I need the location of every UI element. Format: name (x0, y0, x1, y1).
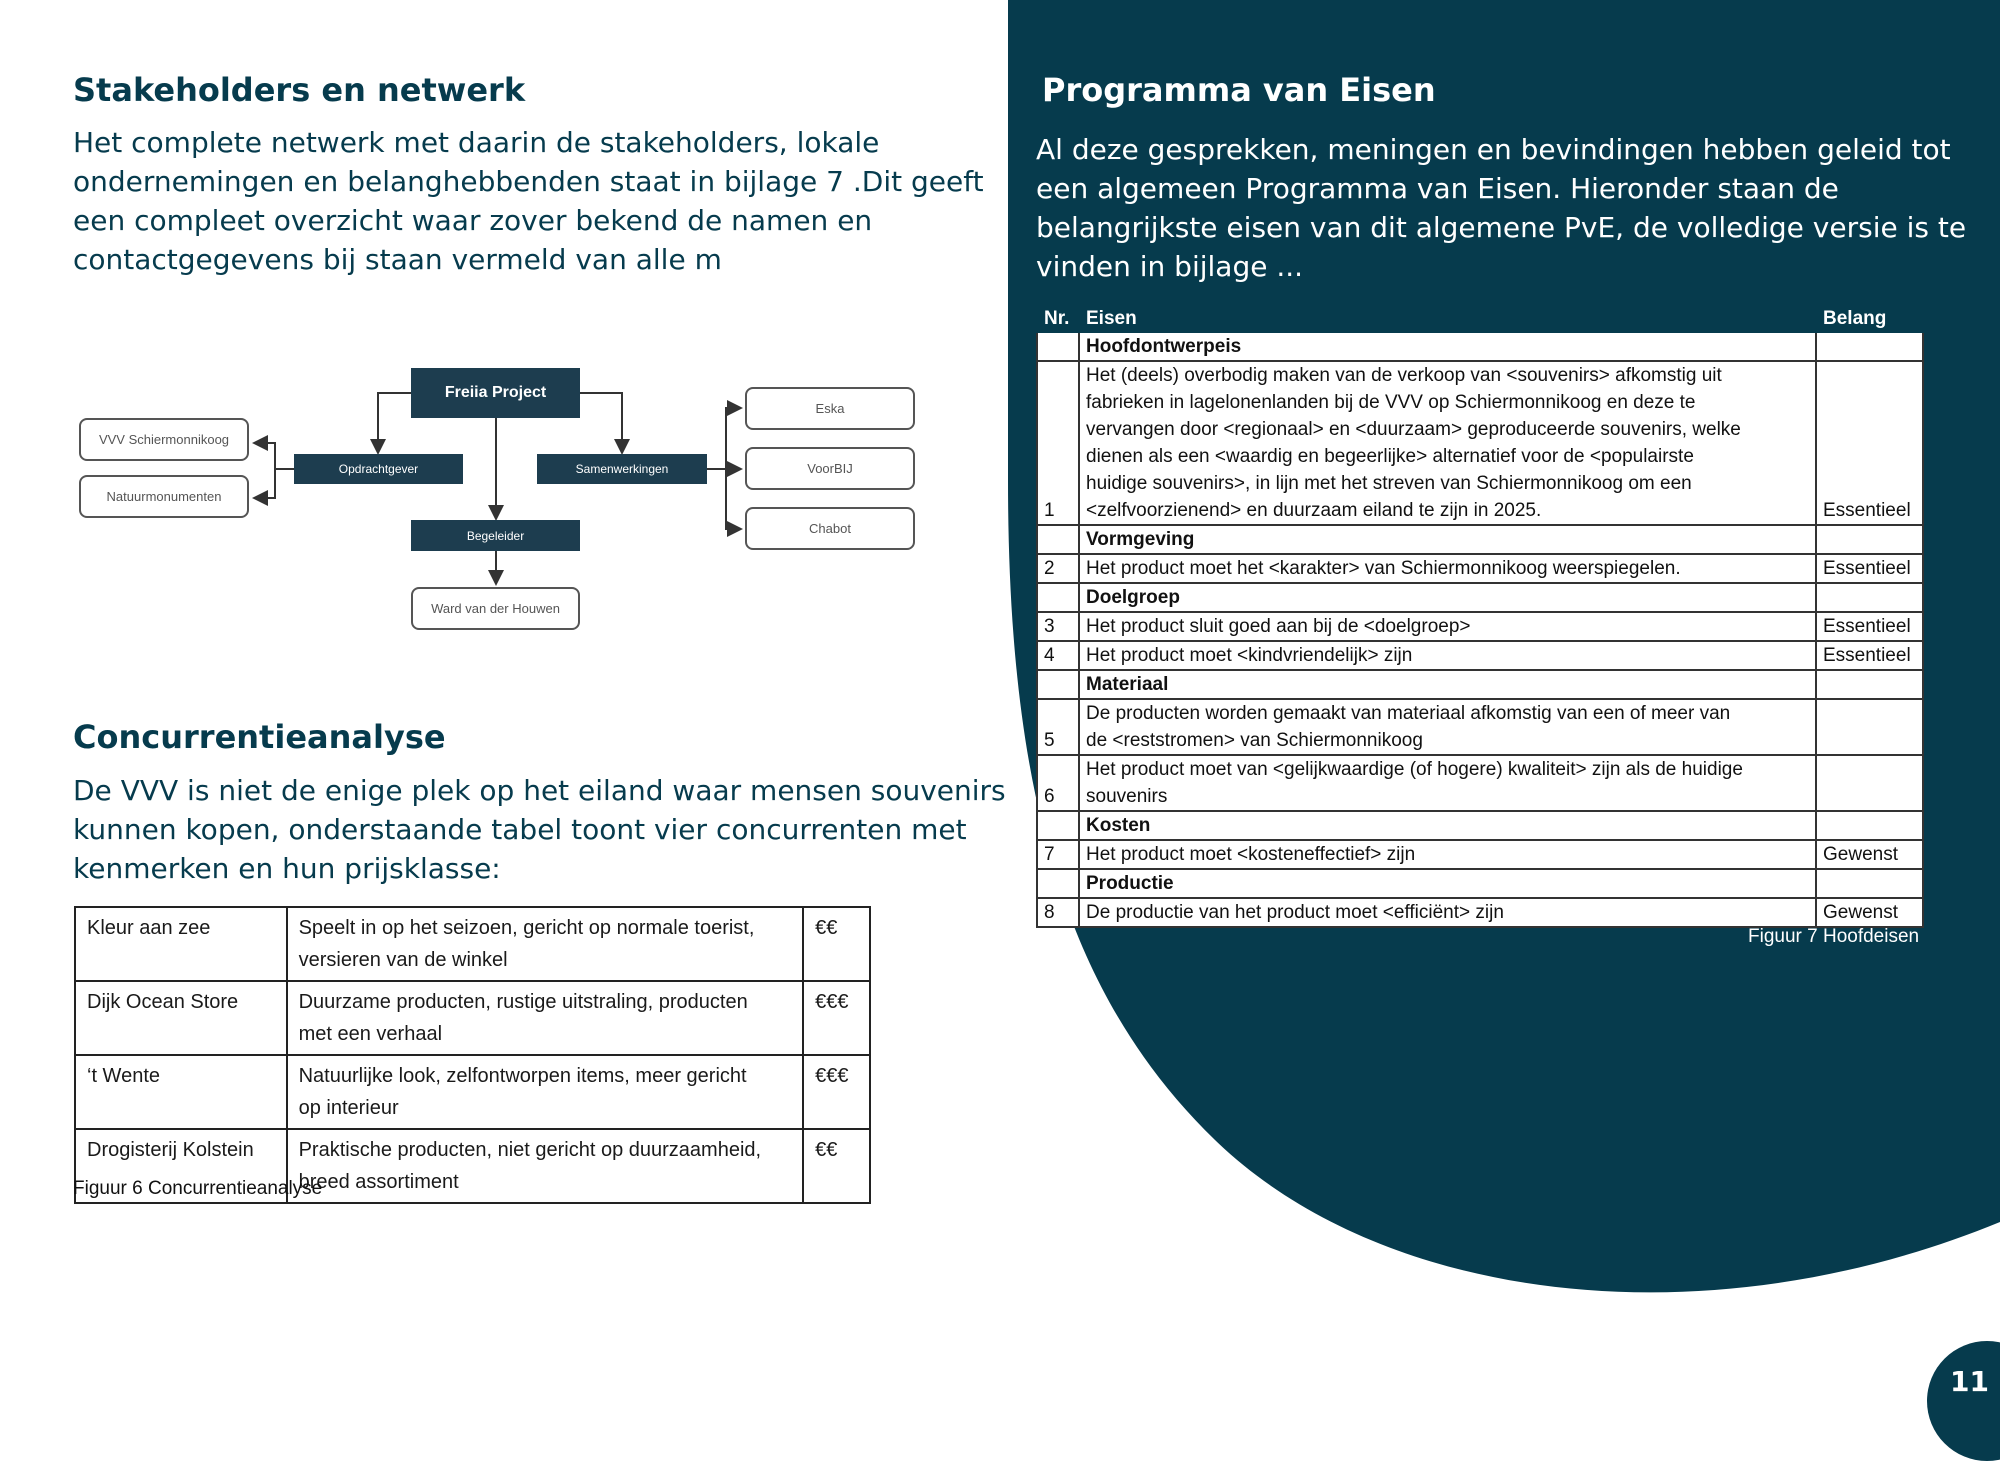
org-collaborations-node: Samenwerkingen (537, 454, 707, 484)
requirement-importance (1816, 525, 1923, 554)
text-line: dienen als een <waardig en begeerlijke> alternatief voor de <populairste (1086, 446, 1694, 467)
requirement-importance (1816, 332, 1923, 361)
requirement-number (1037, 332, 1079, 361)
requirement-row (1037, 554, 1923, 583)
text-line: Speelt in op het seizoen, gericht op normale toerist, (298, 917, 755, 939)
pve-paragraph (1036, 130, 1966, 286)
competitor-price: €€€ (803, 981, 870, 1055)
text-line: Het product sluit goed aan bij de <doelgroep> (1086, 616, 1471, 637)
text-line: Het product moet van <gelijkwaardige (of hogere) kwaliteit> zijn als de huidige (1086, 759, 1743, 780)
org-collab-item-node: Chabot (745, 507, 915, 550)
competitor-name: ‘t Wente (75, 1055, 287, 1129)
competition-paragraph (73, 771, 1006, 888)
pve-caption: Figuur 7 Hoofdeisen (1748, 926, 1920, 947)
table-header-row (1037, 306, 1923, 332)
requirement-group-label: Productie (1079, 869, 1816, 898)
requirement-text (1079, 641, 1816, 670)
requirement-group-label: Hoofdontwerpeis (1079, 332, 1816, 361)
requirement-group-row (1037, 670, 1923, 699)
requirement-importance: Essentieel (1816, 641, 1923, 670)
org-collab-item-node: VoorBIJ (745, 447, 915, 490)
text-line: Praktische producten, niet gericht op duurzaamheid, (298, 1139, 762, 1161)
org-supervisor-node: Begeleider (411, 520, 580, 551)
text-line: contactgegevens bij staan vermeld van alle m (73, 243, 722, 276)
org-client-item-node: Natuurmonumenten (79, 475, 249, 518)
text-line: op interieur (298, 1097, 399, 1119)
competition-heading: Concurrentieanalyse (73, 718, 446, 756)
stakeholders-heading: Stakeholders en netwerk (73, 71, 526, 109)
text-line: Het complete netwerk met daarin de stakeholders, lokale (73, 126, 880, 159)
competitor-price: €€ (803, 907, 870, 981)
requirement-importance (1816, 869, 1923, 898)
column-header: Nr. (1037, 306, 1079, 332)
requirements-table-body (1037, 332, 1923, 927)
text-line: Het (deels) overbodig maken van de verkoop van <souvenirs> afkomstig uit (1086, 365, 1722, 386)
text-line: Duurzame producten, rustige uitstraling, producten (298, 991, 748, 1013)
stakeholder-org-chart (70, 355, 930, 645)
requirement-row (1037, 898, 1923, 927)
requirement-group-row (1037, 332, 1923, 361)
org-root-node: Freiia Project (411, 368, 580, 418)
competitor-description (287, 1129, 804, 1203)
requirement-group-label: Doelgroep (1079, 583, 1816, 612)
page-number: 11 (1927, 1341, 2000, 1461)
requirement-row (1037, 755, 1923, 811)
text-line: belangrijkste eisen van dit algemene PvE, de volledige versie is te (1036, 211, 1967, 244)
requirement-group-row (1037, 869, 1923, 898)
org-client-node: Opdrachtgever (294, 454, 463, 484)
text-line: De VVV is niet de enige plek op het eiland waar mensen souvenirs (73, 774, 1006, 807)
text-line: Het product moet het <karakter> van Schiermonnikoog weerspiegelen. (1086, 558, 1681, 579)
requirement-number: 5 (1037, 699, 1079, 755)
text-line: huidige souvenirs>, in lijn met het streven van Schiermonnikoog om een (1086, 473, 1692, 494)
requirement-importance (1816, 699, 1923, 755)
requirement-group-row (1037, 525, 1923, 554)
pve-heading: Programma van Eisen (1042, 71, 1436, 109)
text-line: de <reststromen> van Schiermonnikoog (1086, 730, 1423, 751)
requirement-row (1037, 840, 1923, 869)
requirement-text (1079, 554, 1816, 583)
text-line: kenmerken en hun prijsklasse: (73, 852, 501, 885)
requirement-text (1079, 612, 1816, 641)
competitor-description (287, 981, 804, 1055)
requirement-text (1079, 699, 1816, 755)
text-line: Het product moet <kindvriendelijk> zijn (1086, 645, 1413, 666)
requirement-group-label: Vormgeving (1079, 525, 1816, 554)
text-line: fabrieken in lagelonenlanden bij de VVV op Schiermonnikoog en deze te (1086, 392, 1696, 413)
requirements-table (1036, 305, 1924, 928)
competition-caption: Figuur 6 Concurrentieanalyse (73, 1178, 323, 1199)
text-line: een compleet overzicht waar zover bekend de namen en (73, 204, 873, 237)
text-line: Het product moet <kosteneffectief> zijn (1086, 844, 1416, 865)
requirement-importance: Essentieel (1816, 612, 1923, 641)
text-line: De productie van het product moet <efficiënt> zijn (1086, 902, 1504, 923)
requirement-number (1037, 811, 1079, 840)
competitor-price: €€ (803, 1129, 870, 1203)
text-line: De producten worden gemaakt van materiaal afkomstig van een of meer van (1086, 703, 1731, 724)
text-line: souvenirs (1086, 786, 1168, 807)
requirement-importance (1816, 755, 1923, 811)
requirement-number: 4 (1037, 641, 1079, 670)
org-supervisor-name-node: Ward van der Houwen (411, 587, 580, 630)
competitor-name: Drogisterij Kolstein (75, 1129, 287, 1203)
requirement-number: 2 (1037, 554, 1079, 583)
requirement-row (1037, 612, 1923, 641)
competitor-description (287, 1055, 804, 1129)
text-line: vinden in bijlage ... (1036, 250, 1304, 283)
requirement-number: 1 (1037, 361, 1079, 525)
requirement-group-row (1037, 811, 1923, 840)
requirement-number (1037, 525, 1079, 554)
requirement-group-label: Materiaal (1079, 670, 1816, 699)
requirement-text (1079, 898, 1816, 927)
requirement-importance (1816, 811, 1923, 840)
text-line: vervangen door <regionaal> en <duurzaam> geproduceerde souvenirs, welke (1086, 419, 1741, 440)
stakeholders-paragraph (73, 123, 984, 279)
requirement-importance (1816, 583, 1923, 612)
requirement-number (1037, 583, 1079, 612)
text-line: <zelfvoorzienend> en duurzaam eiland te zijn in 2025. (1086, 500, 1542, 521)
requirement-row (1037, 361, 1923, 525)
competition-table (74, 906, 871, 1204)
text-line: Al deze gesprekken, meningen en bevindingen hebben geleid tot (1036, 133, 1951, 166)
competitor-name: Dijk Ocean Store (75, 981, 287, 1055)
requirement-text (1079, 361, 1816, 525)
column-header: Belang (1816, 306, 1923, 332)
text-line: ondernemingen en belanghebbenden staat in bijlage 7 .Dit geeft (73, 165, 984, 198)
requirement-importance: Gewenst (1816, 898, 1923, 927)
requirement-number: 6 (1037, 755, 1079, 811)
requirement-number (1037, 869, 1079, 898)
requirement-group-label: Kosten (1079, 811, 1816, 840)
column-header: Eisen (1079, 306, 1816, 332)
text-line: versieren van de winkel (298, 949, 508, 971)
requirement-row (1037, 699, 1923, 755)
requirement-importance: Essentieel (1816, 554, 1923, 583)
text-line: met een verhaal (298, 1023, 443, 1045)
competitor-price: €€€ (803, 1055, 870, 1129)
org-client-item-node: VVV Schiermonnikoog (79, 418, 249, 461)
text-line: een algemeen Programma van Eisen. Hieronder staan de (1036, 172, 1839, 205)
requirement-row (1037, 641, 1923, 670)
requirement-number: 7 (1037, 840, 1079, 869)
requirement-number (1037, 670, 1079, 699)
requirement-group-row (1037, 583, 1923, 612)
requirement-number: 8 (1037, 898, 1079, 927)
table-row (75, 981, 870, 1055)
text-line: breed assortiment (298, 1171, 459, 1193)
requirement-importance (1816, 670, 1923, 699)
competitor-description (287, 907, 804, 981)
requirement-number: 3 (1037, 612, 1079, 641)
requirement-text (1079, 840, 1816, 869)
competitor-name: Kleur aan zee (75, 907, 287, 981)
requirement-importance: Essentieel (1816, 361, 1923, 525)
text-line: Natuurlijke look, zelfontworpen items, meer gericht (298, 1065, 747, 1087)
requirement-text (1079, 755, 1816, 811)
requirement-importance: Gewenst (1816, 840, 1923, 869)
table-row (75, 1055, 870, 1129)
text-line: kunnen kopen, onderstaande tabel toont vier concurrenten met (73, 813, 967, 846)
table-row (75, 907, 870, 981)
org-collab-item-node: Eska (745, 387, 915, 430)
